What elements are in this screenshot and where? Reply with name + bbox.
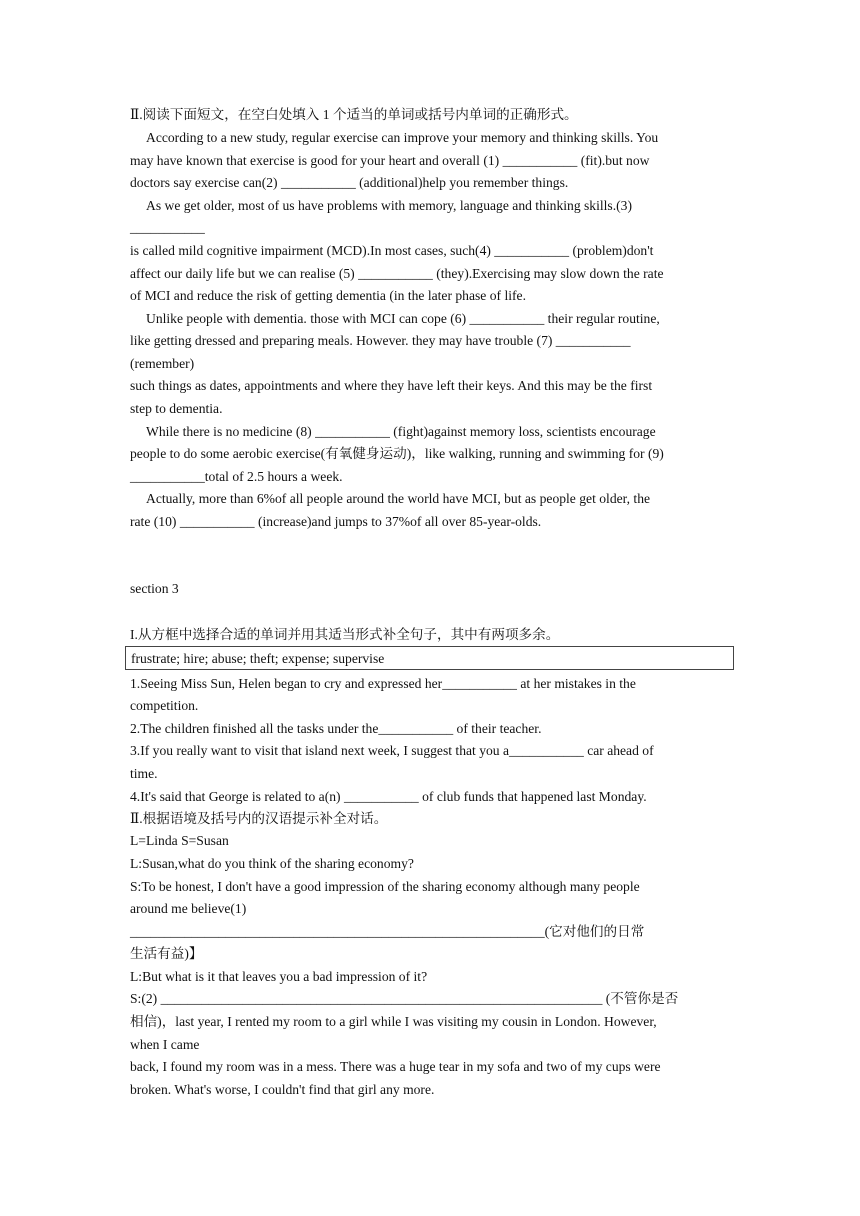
question-line: time.: [130, 766, 158, 781]
dialogue-line: broken. What's worse, I couldn't find that girl any more.: [130, 1082, 435, 1097]
word-box: [125, 646, 734, 670]
passage-line: According to a new study, regular exercise can improve your memory and thinking skills. You: [146, 130, 659, 145]
passage-line: rate (10) ___________ (increase)and jumps to 37%of all over 85-year-olds.: [130, 514, 542, 529]
passage-line: step to dementia.: [130, 401, 223, 416]
dialogue-line: S:To be honest, I don't have a good impression of the sharing economy although many people: [130, 879, 640, 894]
passage-line: ___________total of 2.5 hours a week.: [130, 469, 343, 484]
passage-line: like getting dressed and preparing meals. However. they may have trouble (7) ___________: [130, 333, 631, 348]
word-box-text: frustrate; hire; abuse; theft; expense; supervise: [131, 651, 385, 666]
dialogue-blank-line: _____________________________________________________________(它对他们的日常: [130, 924, 645, 939]
dialogue-speakers: L=Linda S=Susan: [130, 833, 229, 848]
question-line: competition.: [130, 698, 199, 713]
passage-line: (remember): [130, 356, 195, 371]
passage-line: is called mild cognitive impairment (MCD).In most cases, such(4) ___________ (problem)don't: [130, 243, 654, 258]
question-line: 3.If you really want to visit that island next week, I suggest that you a___________ car ahead of: [130, 743, 654, 758]
section-heading-word-choice: I.从方框中选择合适的单词并用其适当形式补全句子，其中有两项多余。: [130, 627, 560, 642]
section-heading-reading: Ⅱ.阅读下面短文，在空白处填入 1 个适当的单词或括号内单词的正确形式。: [130, 107, 578, 122]
dialogue-line: 生活有益)】: [130, 946, 203, 961]
passage-line: such things as dates, appointments and where they have left their keys. And this may be the first: [130, 378, 653, 393]
question-line: 2.The children finished all the tasks under the___________ of their teacher.: [130, 721, 542, 736]
passage-line: of MCI and reduce the risk of getting dementia (in the later phase of life.: [130, 288, 526, 303]
passage-line: As we get older, most of us have problems with memory, language and thinking skills.(3): [146, 198, 632, 213]
passage-line: Unlike people with dementia. those with MCI can cope (6) ___________ their regular routine,: [146, 311, 660, 326]
passage-line: may have known that exercise is good for your heart and overall (1) ___________ (fit).but now: [130, 153, 650, 168]
passage-blank-line: ___________: [130, 220, 205, 235]
dialogue-line: L:But what is it that leaves you a bad impression of it?: [130, 969, 428, 984]
section-title: section 3: [130, 581, 179, 596]
question-line: 1.Seeing Miss Sun, Helen began to cry and expressed her___________ at her mistakes in the: [130, 676, 636, 691]
dialogue-line: when I came: [130, 1037, 200, 1052]
dialogue-blank-line: S:(2) _________________________________________________________________ (不管你是否: [130, 991, 679, 1006]
passage-line: people to do some aerobic exercise(有氧健身运动)，like walking, running and swimming for (9): [130, 446, 664, 461]
dialogue-line: L:Susan,what do you think of the sharing economy?: [130, 856, 414, 871]
passage-line: doctors say exercise can(2) ___________ (additional)help you remember things.: [130, 175, 569, 190]
section-heading-dialogue: Ⅱ.根据语境及括号内的汉语提示补全对话。: [130, 811, 388, 826]
passage-line: Actually, more than 6%of all people around the world have MCI, but as people get older, the: [146, 491, 651, 506]
passage-line: While there is no medicine (8) ___________ (fight)against memory loss, scientists encourage: [146, 424, 656, 439]
passage-line: affect our daily life but we can realise (5) ___________ (they).Exercising may slow down the rate: [130, 266, 664, 281]
dialogue-line: 相信)，last year, I rented my room to a girl while I was visiting my cousin in London. However,: [130, 1014, 657, 1029]
dialogue-line: around me believe(1): [130, 901, 247, 916]
question-line: 4.It's said that George is related to a(n) ___________ of club funds that happened last Monday.: [130, 789, 647, 804]
dialogue-line: back, I found my room was in a mess. There was a huge tear in my sofa and two of my cups were: [130, 1059, 661, 1074]
